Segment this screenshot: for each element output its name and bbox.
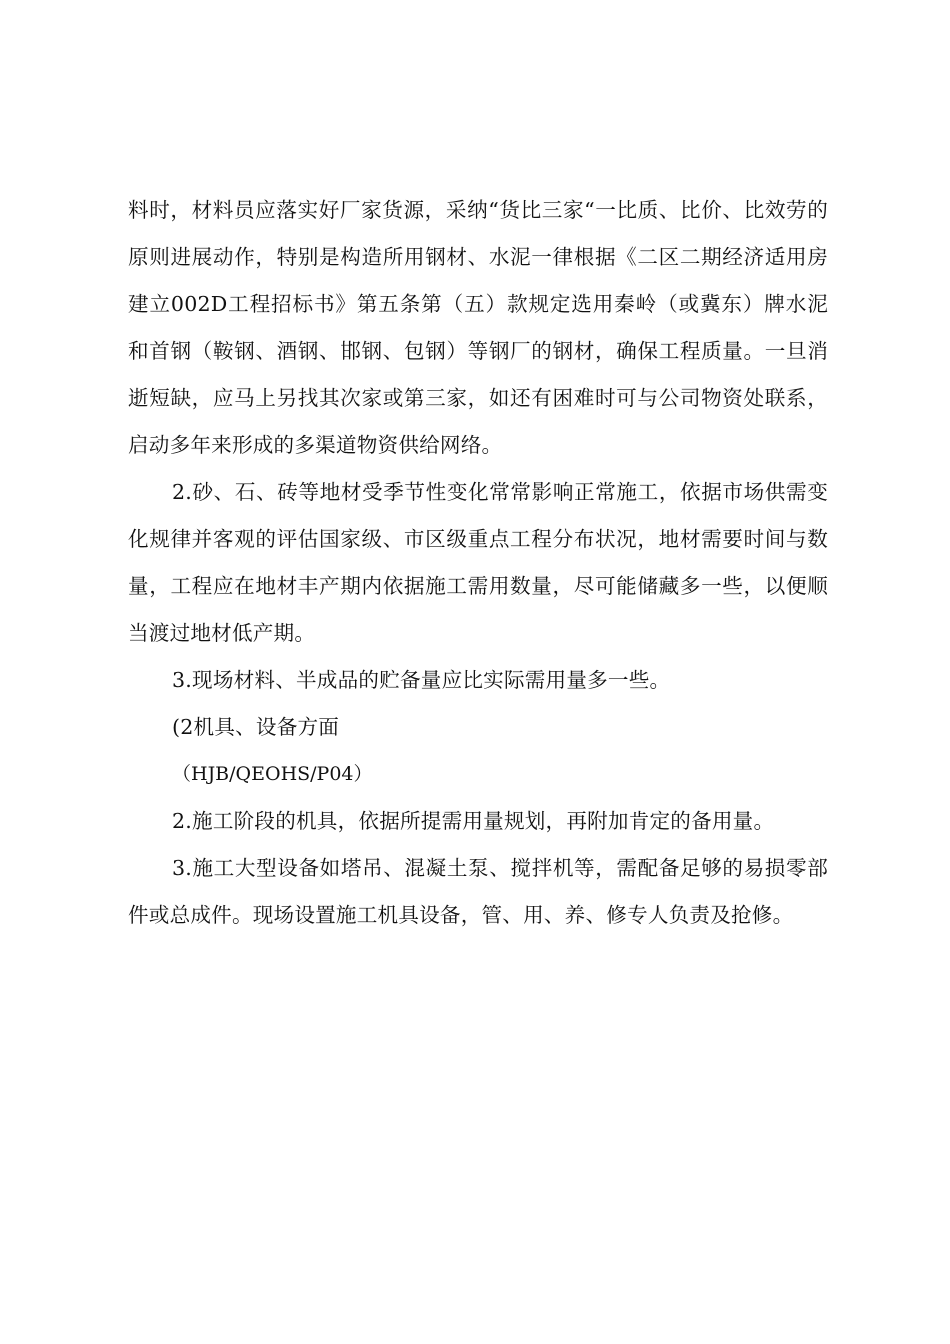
paragraph-material-supply: 料时，材料员应落实好厂家货源，采纳“货比三家“一比质、比价、比效劳的原则进展动作，特别是构造所用钢材、水泥一律根据《二区二期经济适用房建立002D工程招标书》第五条第（五）款规定选用秦岭（或冀东）牌水泥和首钢（鞍钢、酒钢、邯钢、包钢）等钢厂的钢材，确保工程质量。一旦消逝短缺，应马上另找其次家或第三家，如还有困难时可与公司物资处联系，启动多年来形成的多渠道物资供给网络。 [128, 198, 828, 457]
document-body [128, 187, 828, 939]
paragraph-large-equipment: 3.施工大型设备如塔吊、混凝土泵、搅拌机等，需配备足够的易损零部件或总成件。现场设置施工机具设备，管、用、养、修专人负责及抢修。 [128, 856, 828, 927]
paragraph-local-materials: 2.砂、石、砖等地材受季节性变化常常影响正常施工，依据市场供需变化规律并客观的评估国家级、市区级重点工程分布状况，地材需要时间与数量，工程应在地材丰产期内依据施工需用数量，尽可能储藏多一些，以便顺当渡过地材低产期。 [128, 480, 828, 645]
section-heading-equipment: (2机具、设备方面 [172, 715, 340, 739]
document-reference-code: （HJB/QEOHS/P04） [172, 763, 373, 785]
paragraph-construction-tools: 2.施工阶段的机具，依据所提需用量规划，再附加肯定的备用量。 [172, 809, 775, 833]
paragraph-onsite-reserve: 3.现场材料、半成品的贮备量应比实际需用量多一些。 [172, 668, 671, 692]
